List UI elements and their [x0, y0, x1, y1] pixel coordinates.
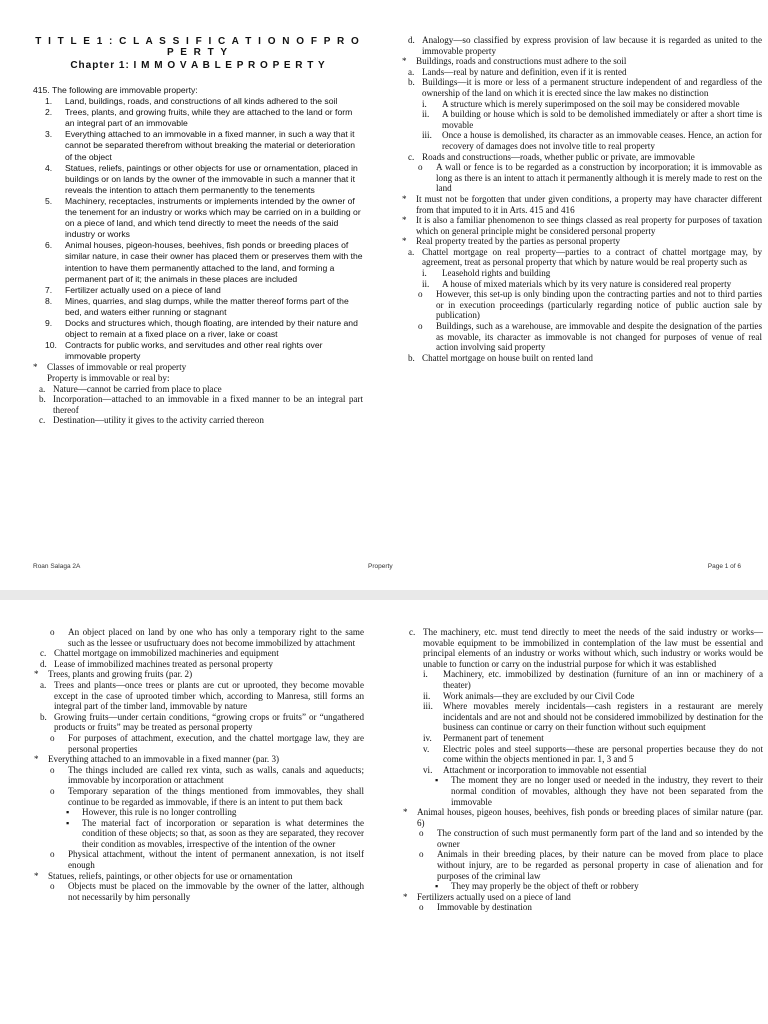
list-item-text: Contracts for public works, and servitudes and other real rights over immovable property [65, 340, 323, 362]
list-marker: c. [40, 648, 47, 659]
list-marker: vi. [423, 764, 433, 775]
list-marker: c. [409, 627, 416, 637]
list-marker: o [418, 289, 423, 300]
list-marker: ii. [423, 690, 431, 701]
list-marker: o [50, 785, 55, 796]
list-item [403, 807, 763, 828]
list-item-text: Animals in their breeding places, by their nature can be moved from place to place without injury, are to be regarded as personal property in case of alienation and for purposes of the criminal law [437, 849, 763, 881]
list-item-text: Roads and constructions—roads, whether public or private, are immovable [422, 151, 695, 162]
list-item [33, 285, 363, 296]
list-marker: * [403, 891, 408, 902]
list-marker: ii. [422, 278, 430, 289]
list-item [402, 289, 762, 321]
list-marker: o [419, 849, 424, 860]
list-item-text: Once a house is demolished, its character as an immovable ceases. Hence, an action for recovery of damages does not involve title to real property [442, 130, 762, 151]
list-item-text: Electric poles and steel supports—these are personal properties because they do not come within the objects mentioned in par. 1, 3 and 5 [443, 743, 763, 765]
list-item-text: However, this rule is no longer controlling [82, 807, 237, 818]
page2-left-column [34, 627, 364, 902]
list-marker: o [50, 849, 55, 860]
list-item-text: Fertilizers actually used on a piece of land [417, 891, 571, 902]
list-marker: 2. [45, 107, 53, 118]
list-marker: iii. [423, 701, 433, 712]
article-intro: 415. The following are immovable property: [33, 85, 198, 95]
list-item [33, 362, 363, 373]
list-item [33, 340, 363, 362]
list-item [402, 321, 762, 353]
list-marker: 5. [45, 195, 53, 206]
list-item [403, 701, 763, 733]
list-item-text: The moment they are no longer used or needed in the industry, they revert to their normal condition of movables, although they have not been separated from the immovable [451, 775, 763, 807]
list-item [402, 56, 762, 67]
list-marker: o [50, 732, 55, 743]
list-marker: ▪ [66, 807, 70, 818]
list-item [402, 99, 762, 110]
list-item [402, 130, 762, 151]
list-item [403, 902, 763, 913]
list-item [402, 109, 762, 130]
list-item [403, 775, 763, 807]
list-item [33, 394, 363, 415]
list-marker: ▪ [435, 881, 439, 892]
list-marker: * [402, 215, 407, 226]
list-item [34, 659, 364, 670]
list-item [403, 881, 763, 892]
list-marker: o [50, 881, 55, 892]
list-item-text: Buildings, such as a warehouse, are immovable and despite the designation of the parties as movable, its character as immovable is not changed for purposes of venue of real action involving said property [436, 321, 762, 353]
list-item [402, 152, 762, 163]
list-item-text: Permanent part of tenement [443, 732, 544, 743]
list-item [403, 892, 763, 903]
list-marker: c. [39, 415, 46, 426]
list-item [34, 669, 364, 680]
list-item [34, 807, 364, 818]
list-item [403, 744, 763, 765]
list-marker: i. [422, 98, 427, 109]
list-item-text: The construction of such must permanently form part of the land and so intended by the owner [437, 828, 763, 849]
list-item-text: Analogy—so classified by express provision of law because it is regarded as united to the immovable property [422, 35, 762, 56]
list-item [33, 129, 363, 162]
list-marker: 8. [45, 295, 53, 306]
list-marker: ii. [422, 109, 430, 120]
list-item [403, 828, 763, 849]
list-item-text: Chattel mortgage on immobilized machineries and equipment [54, 648, 279, 659]
list-item [34, 680, 364, 712]
list-item-text: Fertilizer actually used on a piece of land [65, 284, 221, 295]
list-item-text: For purposes of attachment, execution, and the chattel mortgage law, they are personal properties [68, 732, 364, 754]
classes-list [33, 362, 363, 426]
list-marker: b. [408, 77, 415, 88]
page2-right-column [403, 627, 763, 913]
list-item-text: The machinery, etc. must tend directly to meet the needs of the said industry or works—movable equipment to be immobilized in contemplation of the law must be essential and principal elements of an industry or works without which, such industry or works would be unable to function or carry on the industrial purpose for which it was established [423, 627, 763, 669]
list-marker: * [402, 56, 407, 67]
list-item-text: Chattel mortgage on real property—parties to a contract of chattel mortgage may, by agreement, treat as personal property that which by nature would be real property such as [422, 246, 762, 268]
list-item-text: The things included are called rex vinta, such as walls, canals and aqueducts; immovable by incorporation or attachment [68, 764, 364, 786]
list-item [34, 754, 364, 765]
list-item [402, 353, 762, 364]
list-marker: b. [40, 711, 47, 722]
list-item-text: Property is immovable or real by: [47, 372, 170, 383]
list-item-text: Mines, quarries, and slag dumps, while the matter thereof forms part of the bed, and waters either running or stagnant [65, 295, 349, 317]
list-item-text: However, this set-up is only binding upon the contracting parties and not to third parties or in execution proceedings (particularly regarding notice of public auction sale by publication) [436, 289, 762, 321]
list-marker: * [34, 669, 39, 680]
list-item [402, 67, 762, 78]
list-marker: b. [39, 394, 46, 405]
list-item [33, 107, 363, 129]
list-item [403, 765, 763, 776]
list-item-text: Statues, reliefs, paintings, or other objects for use or ornamentation [48, 870, 293, 881]
list-item [402, 268, 762, 279]
list-item [402, 194, 762, 215]
list-marker: o [419, 828, 424, 839]
list-marker: 6. [45, 240, 53, 251]
list-item-text: Trees and plants—once trees or plants are cut or uprooted, they become movable except in the case of uprooted timber which, according to Manresa, still forms an integral part of the timber land, immovable by nature [54, 679, 364, 712]
list-item-text: It is also a familiar phenomenon to see things classed as real property for purposes of taxation which on general principle might be considered personal property [416, 215, 762, 236]
page1-left-column [33, 36, 363, 426]
list-marker: iv. [423, 732, 432, 743]
list-item [34, 648, 364, 659]
list-item-text: Trees, plants and growing fruits (par. 2) [48, 669, 193, 680]
list-item-text: Immovable by destination [437, 902, 532, 913]
footer-page-number: Page 1 of 6 [707, 563, 741, 570]
list-item-text: The material fact of incorporation or separation is what determines the condition of these objects; so that, as soon as they are separated, they recover their condition as movables, irrespective of the intention of the owner [82, 817, 364, 849]
list-item [33, 384, 363, 395]
list-marker: d. [40, 658, 47, 669]
list-marker: b. [408, 352, 415, 363]
list-item-text: They may properly be the object of theft or robbery [451, 881, 639, 892]
list-item [33, 296, 363, 318]
list-item [403, 849, 763, 881]
chapter-heading: Chapter 1: I M M O V A B L E P R O P E R T Y [70, 60, 326, 71]
list-marker: * [34, 754, 39, 765]
list-item [402, 247, 762, 268]
list-item-text: Growing fruits—under certain conditions, “growing crops or fruits” or “ungathered products or fruits” may be treated as personal property [54, 711, 364, 733]
list-item-text: Machinery, receptacles, instruments or implements intended by the owner of the tenement for an industry or works which may be carried on in a building or on a piece of land, and which tend directly to meet the needs of the said industry or works [65, 195, 361, 240]
list-marker: * [402, 236, 407, 247]
list-item [33, 96, 363, 107]
list-item [402, 215, 762, 236]
list-marker: 9. [45, 317, 53, 328]
list-marker: 3. [45, 129, 53, 140]
list-item [33, 415, 363, 426]
list-item-text: Lease of immobilized machines treated as personal property [54, 658, 273, 669]
list-item [402, 35, 762, 56]
list-item-text: Land, buildings, roads, and constructions of all kinds adhered to the soil [65, 96, 338, 107]
list-item [402, 77, 762, 98]
list-item-text: Everything attached to an immovable in a fixed manner (par. 3) [48, 754, 280, 765]
list-marker: 10. [45, 340, 57, 351]
list-item [403, 733, 763, 744]
list-item [34, 881, 364, 902]
list-marker: * [33, 362, 38, 373]
list-marker: ▪ [66, 817, 70, 828]
list-item-text: Where movables merely incidentals—cash registers in a restaurant are merely incidentals and are not and should not be considered immobilized by destination for the business can continue or carry on their function without such equipment [443, 701, 763, 733]
list-marker: * [34, 870, 39, 881]
list-item [402, 279, 762, 290]
list-marker: 4. [45, 162, 53, 173]
list-item-text: A building or house which is sold to be demolished immediately or after a short time is movable [442, 109, 762, 130]
list-item [33, 196, 363, 240]
list-item-text: Docks and structures which, though floating, are intended by their nature and object to remain at a fixed place on a river, lake or coast [65, 317, 358, 340]
list-marker: i. [422, 268, 427, 279]
list-item [34, 818, 364, 850]
list-item-text: An object placed on land by one who has only a temporary right to the same such as the lessee or usufructuary does not become immobilized by attachment [68, 627, 364, 648]
page1-right-column [402, 35, 762, 363]
list-marker: 1. [45, 96, 53, 107]
list-item-text: Statues, reliefs, paintings or other objects for use or ornamentation, placed in buildings or on lands by the owner of the immovable in such a manner that it reveals the intention to attach them permanently to the tenements [65, 162, 358, 195]
list-item-text: A structure which is merely superimposed on the soil may be considered movable [442, 98, 740, 109]
list-item [403, 691, 763, 702]
list-item [34, 627, 364, 648]
list-item [402, 236, 762, 247]
list-marker: iii. [422, 130, 432, 141]
list-item-text: Lands—real by nature and definition, even if it is rented [422, 66, 627, 77]
list-item-text: Incorporation—attached to an immovable in a fixed manner to be an integral part thereof [53, 394, 363, 415]
list-item [34, 733, 364, 754]
list-item [402, 162, 762, 194]
list-item-text: Everything attached to an immovable in a fixed manner, in such a way that it cannot be separated therefrom without breaking the material or deterioration of the object [65, 129, 355, 162]
list-item-text: Buildings, roads and constructions must adhere to the soil [416, 56, 627, 67]
list-marker: a. [408, 246, 415, 257]
list-marker: a. [40, 679, 47, 690]
document-title: T I T L E 1 : C L A S S I F I C A T I O N O F P R O P E R T Y [35, 36, 361, 58]
list-item [403, 669, 763, 690]
list-item [33, 240, 363, 284]
list-item [34, 712, 364, 733]
list-item-text: Destination—utility it gives to the activity carried thereon [53, 415, 264, 426]
article-415-list [33, 96, 363, 362]
list-item-text: Objects must be placed on the immovable by the owner of the latter, although not necessarily by him personally [68, 881, 364, 902]
list-marker: o [50, 764, 55, 775]
list-item-text: Animal houses, pigeon houses, beehives, fish ponds or breeding places of similar nature (par. 6) [417, 807, 763, 828]
list-item-text: Chattel mortgage on house built on rented land [422, 352, 593, 363]
list-item-text: Leasehold rights and building [442, 268, 551, 279]
list-item [34, 871, 364, 882]
list-marker: o [419, 902, 424, 913]
footer-author: Roan Salaga 2A [33, 563, 81, 570]
list-item [33, 373, 363, 384]
list-marker: 7. [45, 284, 53, 295]
list-marker: a. [408, 66, 415, 77]
list-item-text: A wall or fence is to be regarded as a construction by incorporation; it is immovable as long as there is an intent to attach it permanently although it is merely made to rest on the land [436, 162, 762, 194]
list-item [34, 765, 364, 786]
list-item-text: Nature—cannot be carried from place to place [53, 383, 222, 394]
list-marker: * [403, 807, 408, 818]
list-item-text: It must not be forgotten that under given conditions, a property may have character different from that imputed to it in Arts. 415 and 416 [416, 193, 762, 215]
list-marker: * [402, 193, 407, 204]
document-page-2 [0, 600, 768, 1024]
list-item-text: Machinery, etc. immobilized by destination (furniture of an inn or machinery of a theater) [443, 669, 763, 690]
list-marker: o [418, 162, 423, 173]
list-marker: a. [39, 383, 46, 394]
list-marker: d. [408, 35, 415, 45]
list-marker: ▪ [435, 775, 439, 786]
list-marker: i. [423, 669, 428, 680]
list-marker: o [50, 627, 55, 637]
list-item [33, 163, 363, 196]
list-item [33, 318, 363, 340]
list-marker: c. [408, 151, 415, 162]
list-item [403, 627, 763, 669]
list-item-text: Classes of immovable or real property [47, 362, 187, 373]
list-item-text: Work animals—they are excluded by our Civil Code [443, 690, 635, 701]
list-item [34, 786, 364, 807]
list-marker: v. [423, 743, 430, 754]
footer-subject: Property [368, 563, 393, 570]
list-item-text: Trees, plants, and growing fruits, while they are attached to the land or form an integral part of an immovable [65, 107, 353, 129]
list-item [34, 849, 364, 870]
list-item-text: Attachment or incorporation to immovable not essential [443, 764, 647, 775]
list-item-text: Animal houses, pigeon-houses, beehives, fish ponds or breeding places of similar nature, in case their owner has placed them or preserves them with the intention to have them permanently attached to the land, and forming a permanent part of it; the animals in these places are included [65, 240, 363, 284]
list-marker: o [418, 321, 423, 332]
list-item-text: A house of mixed materials which by its very nature is considered real property [442, 278, 732, 289]
list-item-text: Buildings—it is more or less of a permanent structure independent of and regardless of the ownership of the land on which it is erected since the law makes no distinction [422, 77, 762, 98]
list-item-text: Physical attachment, without the intent of permanent annexation, is not itself enough [68, 849, 364, 871]
list-item-text: Real property treated by the parties as personal property [416, 236, 621, 247]
list-item-text: Temporary separation of the things mentioned from immovables, they shall continue to be regarded as immovable, if there is an intent to put them back [68, 785, 364, 807]
